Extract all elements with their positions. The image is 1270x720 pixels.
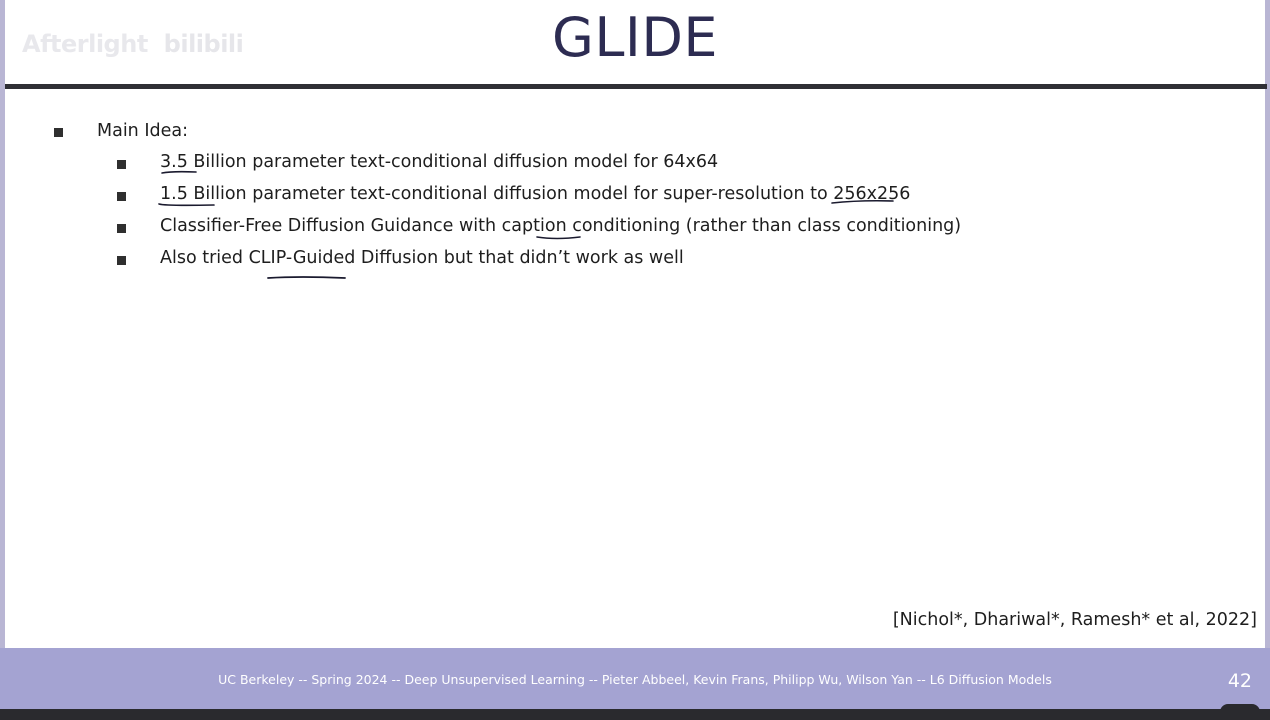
main-bullet-marker — [54, 128, 63, 137]
slide-title: GLIDE — [551, 6, 719, 69]
main-bullet-text: Main Idea: — [97, 121, 188, 141]
page-number: 42 — [1227, 670, 1252, 692]
sub-bullet-marker — [117, 192, 126, 201]
title-divider — [5, 84, 1267, 89]
sub-bullet-marker — [117, 160, 126, 169]
sub-bullet-text: 1.5 Billion parameter text-conditional diffusion model for super-resolution to 256x256 — [160, 184, 911, 204]
watermark-text: Afterlight — [22, 30, 148, 58]
citation: [Nichol*, Dhariwal*, Ramesh* et al, 2022] — [892, 610, 1257, 630]
watermark-logo: bilibili — [163, 30, 244, 58]
bottom-bar-handle — [1220, 704, 1260, 713]
sub-bullet-text: Classifier-Free Diffusion Guidance with caption conditioning (rather than class conditioning) — [160, 216, 962, 236]
sub-bullet-marker — [117, 224, 126, 233]
bottom-bar — [0, 709, 1270, 720]
slide-left-border — [0, 0, 5, 648]
slide-right-border — [1265, 0, 1270, 648]
sub-bullet-text: Also tried CLIP-Guided Diffusion but that didn’t work as well — [160, 248, 684, 268]
annotation-underline — [537, 237, 580, 239]
annotation-underline — [268, 277, 345, 278]
sub-bullet-marker — [117, 256, 126, 265]
sub-bullet-text: 3.5 Billion parameter text-conditional diffusion model for 64x64 — [160, 152, 719, 172]
annotation-underline — [159, 204, 214, 205]
footer-text: UC Berkeley -- Spring 2024 -- Deep Unsupervised Learning -- Pieter Abbeel, Kevin Frans, Philipp Wu, Wilson Yan -- L6 Diffusion Models — [218, 672, 1052, 687]
slide-footer — [0, 648, 1270, 709]
